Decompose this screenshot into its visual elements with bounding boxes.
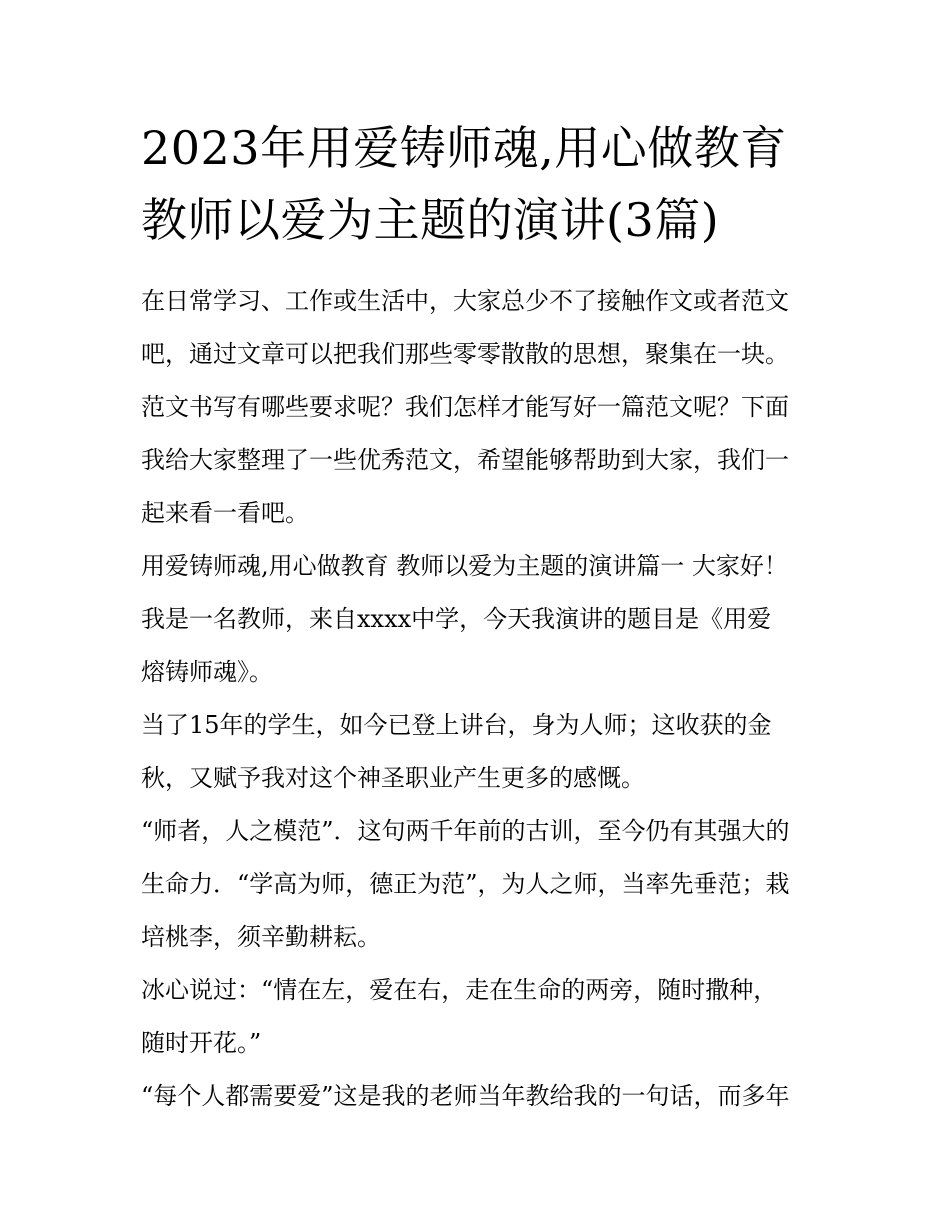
paragraph-teacher-model [141,805,813,964]
text-line: 范文书写有哪些要求呢？我们怎样才能写好一篇范文呢？下面 [141,393,789,421]
text-line: 我是一名教师，来自xxxx中学，今天我演讲的题目是《用爱 [141,605,772,633]
text-line: 起来看一看吧。 [141,499,309,527]
text-line: 吧，通过文章可以把我们那些零零散散的思想，聚集在一块。 [141,340,789,368]
text-line: 生命力．“学高为师，德正为范”，为人之师，当率先垂范；栽 [141,870,790,898]
text-line: “师者，人之模范”．这句两千年前的古训，至今仍有其强大的 [141,817,790,845]
text-line: 用爱铸师魂,用心做教育 教师以爱为主题的演讲篇一 大家好！ [141,552,788,580]
paragraph-fifteen-years [141,699,813,805]
title-line: 教师以爱为主题的演讲(3篇) [141,193,720,247]
text-line: “每个人都需要爱”这是我的老师当年教给我的一句话，而多年 [141,1082,790,1110]
text-line: 熔铸师魂》。 [141,658,273,686]
paragraph-bingxin-quote [141,964,813,1070]
document-content [141,112,813,1123]
text-line: 秋，又赋予我对这个神圣职业产生更多的感慨。 [141,764,645,792]
text-line: 培桃李，须辛勤耕耘。 [141,923,381,951]
text-line: 我给大家整理了一些优秀范文，希望能够帮助到大家，我们一 [141,446,789,474]
paragraph-intro [141,275,813,540]
paragraph-speech-opening [141,540,813,699]
text-line: 冰心说过：“情在左，爱在右，走在生命的两旁，随时撒种， [141,976,778,1004]
paragraph-everyone-needs-love [141,1070,813,1123]
document-title [141,112,813,256]
text-line: 在日常学习、工作或生活中，大家总少不了接触作文或者范文 [141,287,789,315]
text-line: 随时开花。” [141,1029,262,1057]
document-body [141,275,813,1123]
text-line: 当了15年的学生，如今已登上讲台，身为人师；这收获的金 [141,711,772,739]
title-line: 2023年用爱铸师魂,用心做教育 [141,121,787,175]
